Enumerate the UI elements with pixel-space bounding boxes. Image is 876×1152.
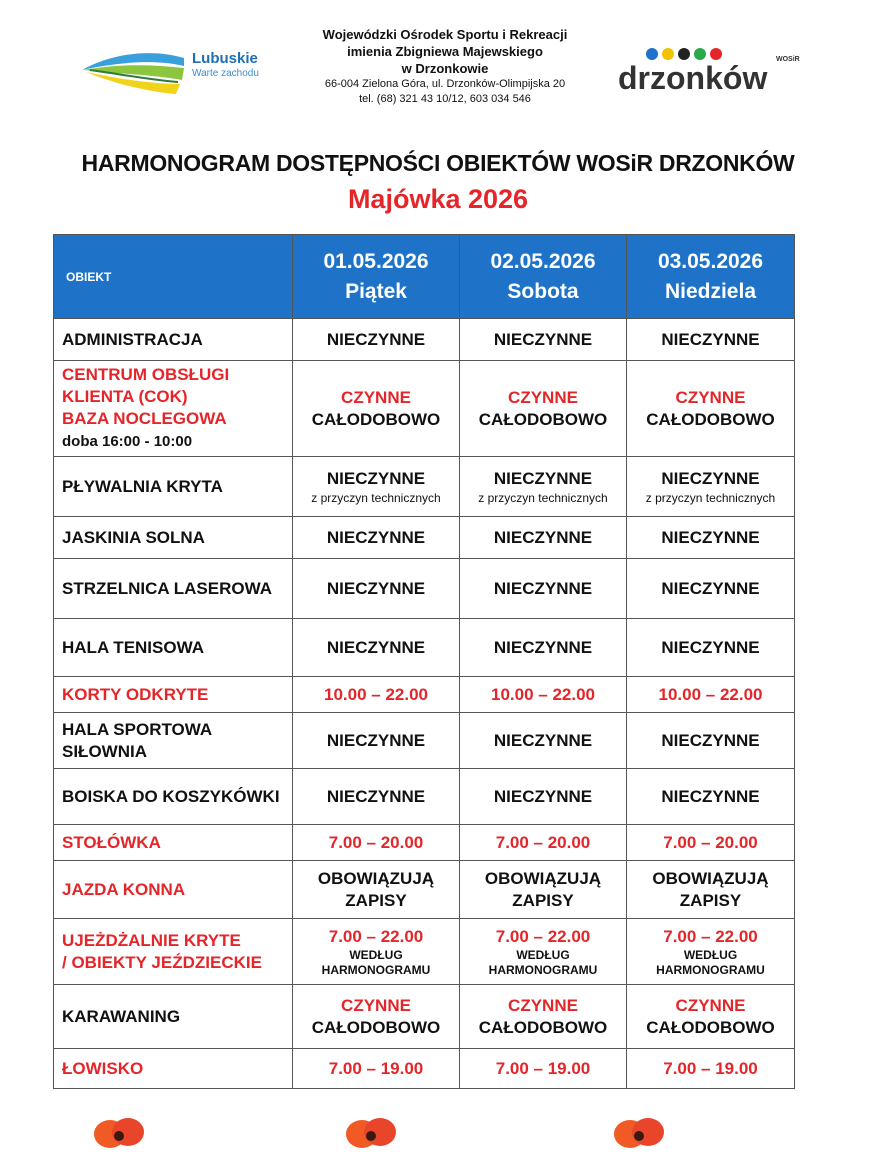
row-value: 7.00 – 20.00 bbox=[293, 825, 460, 861]
drzonkow-logo bbox=[618, 46, 808, 96]
page-header bbox=[0, 0, 876, 130]
red-dot-icon bbox=[710, 48, 722, 60]
row-value: 10.00 – 22.00 bbox=[460, 677, 627, 713]
poppy-flower-icon bbox=[612, 1112, 668, 1152]
row-name: CENTRUM OBSŁUGI KLIENTA (COK) BAZA NOCLEGOWA doba 16:00 - 10:00 bbox=[54, 361, 293, 457]
row-name: UJEŻDŻALNIE KRYTE / OBIEKTY JEŹDZIECKIE bbox=[54, 919, 293, 985]
row-value: NIECZYNNE bbox=[627, 319, 795, 361]
blue-dot-icon bbox=[646, 48, 658, 60]
row-value: NIECZYNNE bbox=[627, 713, 795, 769]
row-name: ADMINISTRACJA bbox=[54, 319, 293, 361]
row-value: NIECZYNNE bbox=[460, 559, 627, 619]
row-name: JASKINIA SOLNA bbox=[54, 517, 293, 559]
row-value: NIECZYNNE bbox=[293, 319, 460, 361]
row-value: NIECZYNNE bbox=[293, 713, 460, 769]
row-value: CZYNNE CAŁODOBOWO bbox=[460, 361, 627, 457]
table-row bbox=[54, 319, 795, 361]
row-value: 7.00 – 19.00 bbox=[627, 1049, 795, 1089]
row-name: STRZELNICA LASEROWA bbox=[54, 559, 293, 619]
row-value: 7.00 – 19.00 bbox=[460, 1049, 627, 1089]
lubuskie-swoosh-icon bbox=[80, 40, 190, 102]
page-subtitle: Majówka 2026 bbox=[347, 184, 529, 214]
row-value: NIECZYNNE bbox=[627, 559, 795, 619]
row-value: CZYNNE CAŁODOBOWO bbox=[460, 985, 627, 1049]
row-value: NIECZYNNE bbox=[460, 713, 627, 769]
row-value: NIECZYNNE bbox=[627, 517, 795, 559]
row-value: NIECZYNNE bbox=[293, 559, 460, 619]
organization-info bbox=[300, 26, 590, 107]
row-value: NIECZYNNE z przyczyn technicznych bbox=[293, 457, 460, 517]
black-dot-icon bbox=[678, 48, 690, 60]
row-value: OBOWIĄZUJĄ ZAPISY bbox=[293, 861, 460, 919]
page-title: HARMONOGRAM DOSTĘPNOŚCI OBIEKTÓW WOSiR DRZONKÓW bbox=[81, 150, 795, 176]
row-value: CZYNNE CAŁODOBOWO bbox=[293, 361, 460, 457]
green-dot-icon bbox=[694, 48, 706, 60]
row-value: NIECZYNNE bbox=[293, 619, 460, 677]
header-day-1: 01.05.2026 Piątek bbox=[293, 235, 460, 319]
row-value: 7.00 – 20.00 bbox=[460, 825, 627, 861]
row-value: NIECZYNNE z przyczyn technicznych bbox=[460, 457, 627, 517]
table-row bbox=[54, 619, 795, 677]
table-row bbox=[54, 769, 795, 825]
table-row bbox=[54, 559, 795, 619]
poppy-flower-icon bbox=[92, 1112, 148, 1152]
row-value: CZYNNE CAŁODOBOWO bbox=[627, 985, 795, 1049]
table-row bbox=[54, 713, 795, 769]
row-value: 10.00 – 22.00 bbox=[627, 677, 795, 713]
table-row bbox=[54, 517, 795, 559]
lubuskie-logo-tagline: Warte zachodu bbox=[192, 68, 259, 79]
row-value: NIECZYNNE bbox=[460, 517, 627, 559]
row-value: NIECZYNNE bbox=[627, 769, 795, 825]
row-value: 7.00 – 22.00 WEDŁUG HARMONOGRAMU bbox=[627, 919, 795, 985]
header-object: OBIEKT bbox=[54, 235, 293, 319]
yellow-dot-icon bbox=[662, 48, 674, 60]
org-line-1: Wojewódzki Ośrodek Sportu i Rekreacji bbox=[322, 27, 568, 42]
table-row bbox=[54, 825, 795, 861]
poppy-flower-icon bbox=[344, 1112, 400, 1152]
row-name: KORTY ODKRYTE bbox=[54, 677, 293, 713]
row-name: PŁYWALNIA KRYTA bbox=[54, 457, 293, 517]
drzonkow-logo-name: drzonków bbox=[618, 60, 768, 96]
row-name: ŁOWISKO bbox=[54, 1049, 293, 1089]
row-name: STOŁÓWKA bbox=[54, 825, 293, 861]
org-phone: tel. (68) 321 43 10/12, 603 034 546 bbox=[359, 93, 531, 105]
table-row bbox=[54, 677, 795, 713]
header-day-2: 02.05.2026 Sobota bbox=[460, 235, 627, 319]
row-value: CZYNNE CAŁODOBOWO bbox=[627, 361, 795, 457]
row-value: 7.00 – 22.00 WEDŁUG HARMONOGRAMU bbox=[293, 919, 460, 985]
row-value: NIECZYNNE z przyczyn technicznych bbox=[627, 457, 795, 517]
org-line-2: imienia Zbigniewa Majewskiego bbox=[347, 44, 543, 59]
header-day-3: 03.05.2026 Niedziela bbox=[627, 235, 795, 319]
row-value: NIECZYNNE bbox=[460, 619, 627, 677]
row-value: NIECZYNNE bbox=[293, 517, 460, 559]
org-address: 66-004 Zielona Góra, ul. Drzonków-Olimpijska 20 bbox=[324, 78, 566, 90]
row-value: OBOWIĄZUJĄ ZAPISY bbox=[627, 861, 795, 919]
row-name: HALA TENISOWA bbox=[54, 619, 293, 677]
row-value: 10.00 – 22.00 bbox=[293, 677, 460, 713]
row-name: HALA SPORTOWA SIŁOWNIA bbox=[54, 713, 293, 769]
org-line-3: w Drzonkowie bbox=[401, 61, 489, 76]
row-value: OBOWIĄZUJĄ ZAPISY bbox=[460, 861, 627, 919]
lubuskie-logo-name: Lubuskie bbox=[192, 50, 258, 67]
row-value: 7.00 – 19.00 bbox=[293, 1049, 460, 1089]
row-value: CZYNNE CAŁODOBOWO bbox=[293, 985, 460, 1049]
drzonkow-logo-badge: WOSiR bbox=[776, 56, 800, 63]
table-header-row bbox=[54, 235, 795, 319]
row-value: 7.00 – 22.00 WEDŁUG HARMONOGRAMU bbox=[460, 919, 627, 985]
row-name: BOISKA DO KOSZYKÓWKI bbox=[54, 769, 293, 825]
table-row bbox=[54, 457, 795, 517]
table-row bbox=[54, 361, 795, 457]
row-name: JAZDA KONNA bbox=[54, 861, 293, 919]
table-row bbox=[54, 1049, 795, 1089]
table-row bbox=[54, 919, 795, 985]
table-row bbox=[54, 861, 795, 919]
row-value: NIECZYNNE bbox=[460, 769, 627, 825]
table-row bbox=[54, 985, 795, 1049]
availability-table bbox=[53, 234, 795, 1089]
row-value: 7.00 – 20.00 bbox=[627, 825, 795, 861]
row-value: NIECZYNNE bbox=[460, 319, 627, 361]
row-value: NIECZYNNE bbox=[293, 769, 460, 825]
row-name: KARAWANING bbox=[54, 985, 293, 1049]
row-value: NIECZYNNE bbox=[627, 619, 795, 677]
